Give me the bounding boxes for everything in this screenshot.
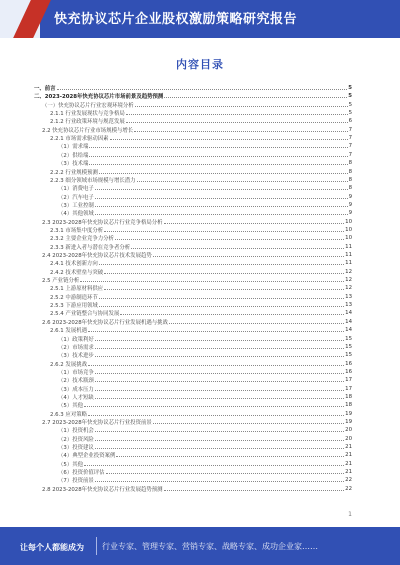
toc-entry-label: （5）其他 (58, 403, 83, 410)
toc-entry[interactable] (34, 376, 352, 384)
toc-entry-page: 11 (345, 243, 352, 250)
toc-entry-label: 2.2.1 市场需求驱动因素 (50, 136, 109, 143)
toc-entry[interactable] (34, 393, 352, 401)
toc-leader-dots (153, 423, 344, 424)
toc-entry-page: 7 (348, 151, 352, 158)
footer-slogan-left: 让每个人都能成为 (20, 543, 84, 552)
toc-entry-page: 17 (345, 377, 352, 384)
toc-entry[interactable] (34, 201, 352, 209)
toc-entry[interactable] (34, 218, 352, 226)
toc-entry-label: （4）其他领域 (58, 211, 94, 218)
toc-leader-dots (89, 147, 347, 148)
toc-entry-label: 2.5 产业链分析 (42, 278, 80, 285)
toc-entry-label: 2.3.2 主要企业竞争力分析 (50, 236, 114, 243)
toc-entry-label: 2.6.3 应对策略 (50, 411, 87, 418)
toc-entry-label: 2.5.1 上游原材料供应 (50, 286, 104, 293)
toc-entry-label: （4）人才短缺 (58, 394, 94, 401)
footer-slogan-right: 行业专家、管理专家、营销专家、战略专家、成功企业家…… (102, 542, 318, 551)
toc-entry-page: 14 (345, 310, 352, 317)
toc-entry-label: 2.7 2023-2028年快充协议芯片行业投资前景 (42, 420, 152, 426)
toc-leader-dots (126, 114, 348, 115)
toc-entry-page: 15 (345, 335, 352, 342)
toc-leader-dots (95, 348, 344, 349)
toc-leader-dots (116, 456, 344, 457)
toc-leader-dots (110, 139, 348, 140)
toc-entry-page: 21 (345, 452, 352, 459)
toc-leader-dots (135, 106, 348, 107)
toc-entry-label: 2.2.2 行业规模预测 (50, 169, 98, 176)
toc-entry-page: 11 (345, 260, 352, 267)
toc-entry-page: 18 (345, 393, 352, 400)
toc-entry[interactable] (34, 476, 352, 484)
toc-leader-dots (95, 440, 344, 441)
toc-entry[interactable] (34, 351, 352, 359)
toc-entry[interactable] (34, 418, 352, 426)
toc-entry[interactable] (34, 460, 352, 468)
toc-entry-page: 5 (348, 93, 352, 100)
toc-entry-label: （2）汽车电子 (58, 194, 94, 201)
toc-entry-label: 2.6.1 发展机遇 (50, 328, 87, 335)
toc-entry-page: 9 (348, 210, 352, 217)
toc-entry[interactable] (34, 268, 352, 276)
toc-entry[interactable] (34, 226, 352, 234)
toc-entry-label: 2.4.1 技术创新方向 (50, 261, 98, 268)
toc-entry-page: 7 (348, 126, 352, 133)
toc-entry-page: 10 (345, 218, 352, 225)
toc-leader-dots (95, 398, 344, 399)
toc-entry-page: 22 (345, 485, 352, 492)
toc-entry-page: 15 (345, 352, 352, 359)
toc-leader-dots (164, 490, 345, 491)
toc-entry[interactable] (34, 92, 352, 100)
toc-entry-label: 2.6.2 发展挑战 (50, 361, 87, 368)
toc-entry[interactable] (34, 176, 352, 184)
toc-leader-dots (99, 173, 348, 174)
toc-entry[interactable] (34, 109, 352, 117)
toc-leader-dots (99, 306, 344, 307)
toc-leader-dots (95, 206, 348, 207)
toc-entry[interactable] (34, 209, 352, 217)
toc-entry[interactable] (34, 343, 352, 351)
toc-entry-label: （一）快充协议芯片行业宏观环境分析 (42, 102, 134, 109)
toc-leader-dots (88, 331, 344, 332)
toc-entry[interactable] (34, 426, 352, 434)
toc-entry-label: （3）成本压力 (58, 386, 94, 393)
toc-entry-label: 2.3 2023-2028年快充协议芯片行业竞争格局分析 (42, 219, 163, 226)
toc-leader-dots (99, 298, 344, 299)
toc-leader-dots (89, 164, 347, 165)
toc-entry-label: （3）技术端 (58, 161, 89, 168)
toc-entry-page: 20 (345, 435, 352, 442)
toc-leader-dots (95, 356, 344, 357)
report-title: 快充协议芯片企业股权激励策略研究报告 (54, 12, 298, 27)
toc-leader-dots (95, 448, 344, 449)
footer-divider (96, 537, 97, 555)
toc-entry[interactable] (34, 168, 352, 176)
toc-entry-label: （3）工业控制 (58, 202, 94, 209)
toc-entry-page: 14 (345, 318, 352, 325)
toc-entry-page: 13 (345, 302, 352, 309)
toc-entry[interactable] (34, 335, 352, 343)
toc-leader-dots (95, 189, 348, 190)
table-of-contents (34, 84, 352, 504)
toc-entry-label: 2.6 2023-2028年快充协议芯片行业发展机遇与挑战 (42, 319, 168, 326)
toc-entry[interactable] (34, 126, 352, 134)
toc-entry-page: 18 (345, 402, 352, 409)
toc-entry-label: （2）技术瓶颈 (58, 378, 94, 385)
toc-entry-page: 10 (345, 235, 352, 242)
toc-entry[interactable] (34, 318, 352, 326)
toc-entry-page: 7 (348, 135, 352, 142)
toc-entry[interactable] (34, 385, 352, 393)
toc-entry-label: 2.2 快充协议芯片行业市场规模与增长 (42, 127, 134, 134)
toc-leader-dots (95, 373, 344, 374)
toc-entry-label: （3）技术进步 (58, 353, 94, 360)
report-footer (0, 527, 400, 565)
toc-entry-label: （2）市场需求 (58, 344, 94, 351)
toc-entry-label: 2.3.1 市场集中度分析 (50, 227, 104, 234)
toc-entry-page: 10 (345, 226, 352, 233)
toc-entry-label: 2.1.1 行业发展现状与竞争格局 (50, 111, 125, 118)
toc-leader-dots (164, 97, 347, 98)
toc-entry-label: 2.5.4 产业链整合与协同发展 (50, 311, 120, 318)
toc-leader-dots (80, 281, 344, 282)
toc-entry[interactable] (34, 184, 352, 192)
toc-entry-label: （2）供给端 (58, 152, 89, 159)
toc-entry[interactable] (34, 276, 352, 284)
toc-entry-label: 2.4 2023-2028年快充协议芯片技术发展趋势 (42, 253, 152, 259)
toc-entry[interactable] (34, 84, 352, 92)
toc-entry-page: 17 (345, 385, 352, 392)
toc-leader-dots (84, 465, 344, 466)
toc-entry-label: （5）其他 (58, 461, 83, 468)
toc-entry[interactable] (34, 443, 352, 451)
toc-leader-dots (95, 198, 348, 199)
toc-leader-dots (126, 122, 348, 123)
toc-leader-dots (88, 415, 344, 416)
toc-entry-page: 22 (345, 477, 352, 484)
toc-entry[interactable] (34, 151, 352, 159)
toc-entry-page: 5 (348, 85, 352, 91)
toc-entry-page: 16 (345, 360, 352, 367)
toc-leader-dots (57, 89, 348, 90)
toc-entry[interactable] (34, 117, 352, 125)
toc-leader-dots (137, 181, 348, 182)
toc-entry-page: 14 (345, 327, 352, 334)
toc-entry-label: 2.4.2 技术壁垒与突破 (50, 269, 104, 276)
toc-entry-label: （2）投资风险 (58, 436, 94, 443)
toc-entry[interactable] (34, 193, 352, 201)
toc-entry-label: 2.5.2 中游制造环节 (50, 294, 98, 301)
toc-entry[interactable] (34, 259, 352, 267)
toc-entry[interactable] (34, 101, 352, 109)
toc-leader-dots (104, 289, 344, 290)
toc-entry-page: 13 (345, 293, 352, 300)
toc-entry-page: 9 (348, 201, 352, 208)
toc-entry[interactable] (34, 485, 352, 493)
toc-leader-dots (104, 273, 344, 274)
toc-entry-page: 12 (345, 277, 352, 284)
toc-leader-dots (164, 223, 345, 224)
toc-entry[interactable] (34, 309, 352, 317)
toc-entry[interactable] (34, 142, 352, 150)
toc-entry[interactable] (34, 159, 352, 167)
toc-leader-dots (106, 473, 345, 474)
toc-entry-label: （1）需求端 (58, 144, 89, 151)
toc-entry[interactable] (34, 410, 352, 418)
toc-entry[interactable] (34, 435, 352, 443)
toc-entry-page: 8 (348, 160, 352, 167)
toc-entry-page: 6 (348, 118, 352, 125)
toc-entry-page: 12 (345, 285, 352, 292)
toc-entry[interactable] (34, 243, 352, 251)
toc-entry-label: 2.2.3 细分领域市场规模与增长潜力 (50, 177, 136, 184)
toc-entry-label: （1）市场竞争 (58, 369, 94, 376)
toc-entry-label: （1）消费电子 (58, 186, 94, 193)
toc-leader-dots (169, 323, 344, 324)
toc-title: 内容目录 (176, 58, 224, 71)
toc-leader-dots (95, 214, 348, 215)
toc-leader-dots (99, 264, 344, 265)
toc-entry-page: 5 (348, 110, 352, 117)
toc-entry-label: （4）典型企业投资案例 (58, 453, 116, 460)
page-number: 1 (348, 511, 352, 518)
toc-entry-page: 15 (345, 343, 352, 350)
toc-entry[interactable] (34, 251, 352, 259)
toc-entry-label: （6）投资价值评估 (58, 470, 105, 477)
toc-entry[interactable] (34, 301, 352, 309)
toc-leader-dots (95, 390, 344, 391)
toc-entry-label: （1）政策利好 (58, 336, 94, 343)
toc-entry-page: 11 (345, 252, 352, 258)
toc-entry-page: 16 (345, 368, 352, 375)
toc-entry-label: 2.3.3 新进入者与潜在竞争者分析 (50, 244, 131, 251)
toc-entry-page: 20 (345, 427, 352, 434)
toc-leader-dots (131, 248, 344, 249)
toc-entry-page: 8 (348, 185, 352, 192)
toc-leader-dots (104, 231, 344, 232)
toc-entry-page: 8 (348, 168, 352, 175)
toc-leader-dots (120, 314, 344, 315)
toc-entry-page: 12 (345, 268, 352, 275)
toc-entry-page: 21 (345, 460, 352, 467)
report-header (0, 0, 400, 38)
toc-entry-label: 二、2023-2028年快充协议芯片市场前景及趋势预测 (34, 94, 164, 101)
toc-entry-page: 8 (348, 176, 352, 183)
toc-leader-dots (95, 340, 344, 341)
toc-entry-page: 5 (348, 101, 352, 108)
toc-entry-page: 7 (348, 143, 352, 150)
toc-entry[interactable] (34, 360, 352, 368)
toc-leader-dots (88, 365, 344, 366)
toc-entry[interactable] (34, 134, 352, 142)
toc-leader-dots (153, 256, 344, 257)
toc-leader-dots (115, 239, 344, 240)
toc-entry[interactable] (34, 368, 352, 376)
toc-leader-dots (95, 481, 344, 482)
toc-entry-page: 19 (345, 419, 352, 425)
toc-entry[interactable] (34, 451, 352, 459)
toc-entry[interactable] (34, 468, 352, 476)
toc-entry[interactable] (34, 293, 352, 301)
toc-entry-label: 2.8 2023-2028年快充协议芯片行业发展趋势预测 (42, 486, 163, 493)
toc-entry[interactable] (34, 284, 352, 292)
toc-leader-dots (134, 131, 347, 132)
toc-entry-page: 21 (345, 469, 352, 476)
toc-entry-label: （7）投资前景 (58, 478, 94, 485)
toc-entry[interactable] (34, 234, 352, 242)
toc-entry-label: （1）投资机会 (58, 428, 94, 435)
toc-entry-label: 2.1.2 行业政策环境与规范发展 (50, 119, 125, 126)
toc-entry-label: 2.5.3 下游应用领域 (50, 303, 98, 310)
toc-entry-page: 21 (345, 444, 352, 451)
toc-leader-dots (95, 431, 344, 432)
toc-leader-dots (84, 406, 344, 407)
toc-leader-dots (95, 381, 344, 382)
toc-entry-label: （3）投资建议 (58, 445, 94, 452)
toc-entry[interactable] (34, 401, 352, 409)
toc-entry-page: 19 (345, 410, 352, 417)
toc-entry[interactable] (34, 326, 352, 334)
toc-entry-label: 一、前言 (34, 86, 56, 92)
toc-leader-dots (89, 156, 347, 157)
toc-entry-page: 9 (348, 193, 352, 200)
